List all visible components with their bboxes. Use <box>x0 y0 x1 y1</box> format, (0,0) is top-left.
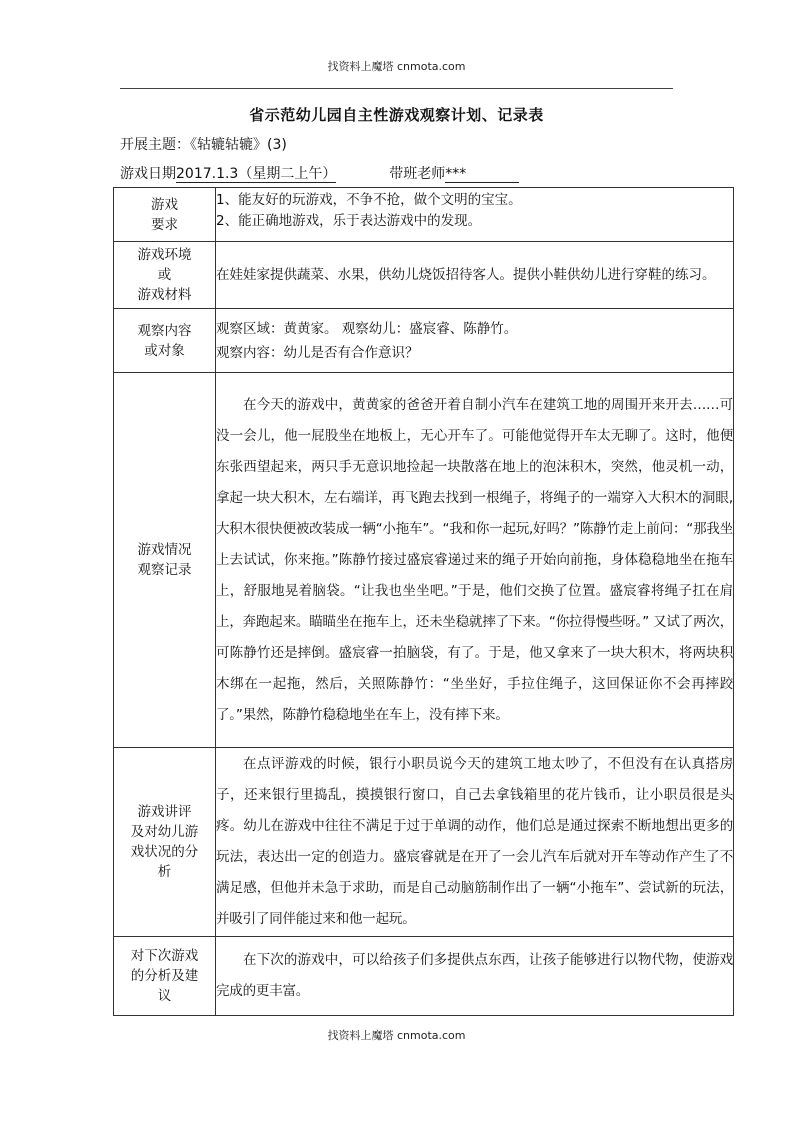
date-line <box>120 163 519 183</box>
footer-watermark: 找资料上魔塔 cnmota.com <box>327 1029 466 1042</box>
evaluation-label: 游戏讲评 及对幼儿游 戏状况的分 析 <box>130 804 199 880</box>
table-row <box>114 748 734 937</box>
table-row <box>114 373 734 748</box>
theme-line <box>120 134 287 154</box>
table-row <box>114 937 734 1016</box>
row-label <box>114 748 216 937</box>
row-label <box>114 937 216 1016</box>
record-label: 游戏情况 观察记录 <box>137 542 192 578</box>
row-content <box>216 309 734 373</box>
row-label <box>114 309 216 373</box>
evaluation-text: 在点评游戏的时候，银行小职员说今天的建筑工地太吵了，不但没有在认真搭房子，还来银行里捣乱，摸摸银行窗口，自己去拿钱箱里的花片钱币，让小职员很是头疼。幼儿在游戏中往往不满足于过于单调的动作，他们总是通过探索不断地想出更多的玩法，表达出一定的创造力。盛宸睿就是在开了一会儿汽车后就对开车等动作产生了不满足感，但他并未急于求助，而是自己动脑筋制作出了一辆“小拖车”、尝试新的玩法，并吸引了同伴能过来和他一起玩。 <box>216 756 733 927</box>
row-content <box>216 188 734 242</box>
requirement-line: 1、能友好的玩游戏，不争不抢，做个文明的宝宝。 <box>216 192 522 208</box>
requirements-label: 游戏 要求 <box>151 196 178 233</box>
date-value: 2017.1.3（星期二上午） <box>176 166 337 182</box>
suggestion-label: 对下次游戏 的分析及建 议 <box>130 948 199 1004</box>
header-watermark: 找资料上魔塔 cnmota.com <box>327 60 466 73</box>
table-row <box>114 188 734 242</box>
theme-value: 《轱辘轱辘》(3) <box>190 137 287 153</box>
teacher-value: *** <box>445 166 519 183</box>
observation-content-line: 观察内容：幼儿是否有合作意识？ <box>216 344 419 361</box>
row-label <box>114 373 216 748</box>
document-title: 省示范幼儿园自主性游戏观察计划、记录表 <box>249 106 544 124</box>
row-content <box>216 937 734 1016</box>
row-label <box>114 188 216 242</box>
observation-target-label: 观察内容 或对象 <box>137 322 192 359</box>
teacher-label: 带班老师 <box>389 166 446 182</box>
suggestion-text: 在下次的游戏中，可以给孩子们多提供点东西，让孩子能够进行以物代物，使游戏完成的更丰富。 <box>216 952 733 999</box>
table-row <box>114 309 734 373</box>
row-label <box>114 242 216 309</box>
observation-area-line: 观察区域：黄黄家。 观察幼儿：盛宸睿、陈静竹。 <box>216 320 518 337</box>
requirement-line: 2、能正确地游戏，乐于表达游戏中的发现。 <box>216 213 482 229</box>
environment-text: 在娃娃家提供蔬菜、水果，供幼儿烧饭招待客人。提供小鞋供幼儿进行穿鞋的练习。 <box>216 266 716 283</box>
observation-record-text: 在今天的游戏中，黄黄家的爸爸开着自制小汽车在建筑工地的周围开来开去……可没一会儿，他一屁股坐在地板上，无心开车了。可能他觉得开车太无聊了。这时，他便东张西望起来，两只手无意识地捡起一块散落在地上的泡沫积木，突然，他灵机一动，拿起一块大积木，左右端详，再飞跑去找到一根绳子，将绳子的一端穿入大积木的洞眼,大积木很快便被改装成一辆“小拖车”。“我和你一起玩,好吗？”陈静竹走上前问：“那我坐上去试试，你来拖。”陈静竹接过盛宸睿递过来的绳子开始向前拖，身体稳稳地坐在拖车上，舒服地晃着脑袋。“让我也坐坐吧。”于是，他们交换了位置。盛宸睿将绳子扛在肩上，奔跑起来。瞄瞄坐在拖车上，还未坐稳就摔了下来。“你拉得慢些呀。” 又试了两次，可陈静竹还是摔倒。盛宸睿一拍脑袋，有了。于是，他又拿来了一块大积木，将两块积木绑在一起拖，然后，关照陈静竹：“坐坐好，手拉住绳子，这回保证你不会再摔跤了。”果然，陈静竹稳稳地坐在车上，没有摔下来。 <box>216 396 733 723</box>
row-content <box>216 242 734 309</box>
theme-label: 开展主题： <box>120 137 190 153</box>
date-label: 游戏日期 <box>120 166 176 182</box>
observation-table <box>113 187 734 1016</box>
header-divider <box>120 88 673 89</box>
row-content <box>216 373 734 748</box>
environment-label: 游戏环境 或 游戏材料 <box>137 247 192 303</box>
row-content <box>216 748 734 937</box>
table-row <box>114 242 734 309</box>
